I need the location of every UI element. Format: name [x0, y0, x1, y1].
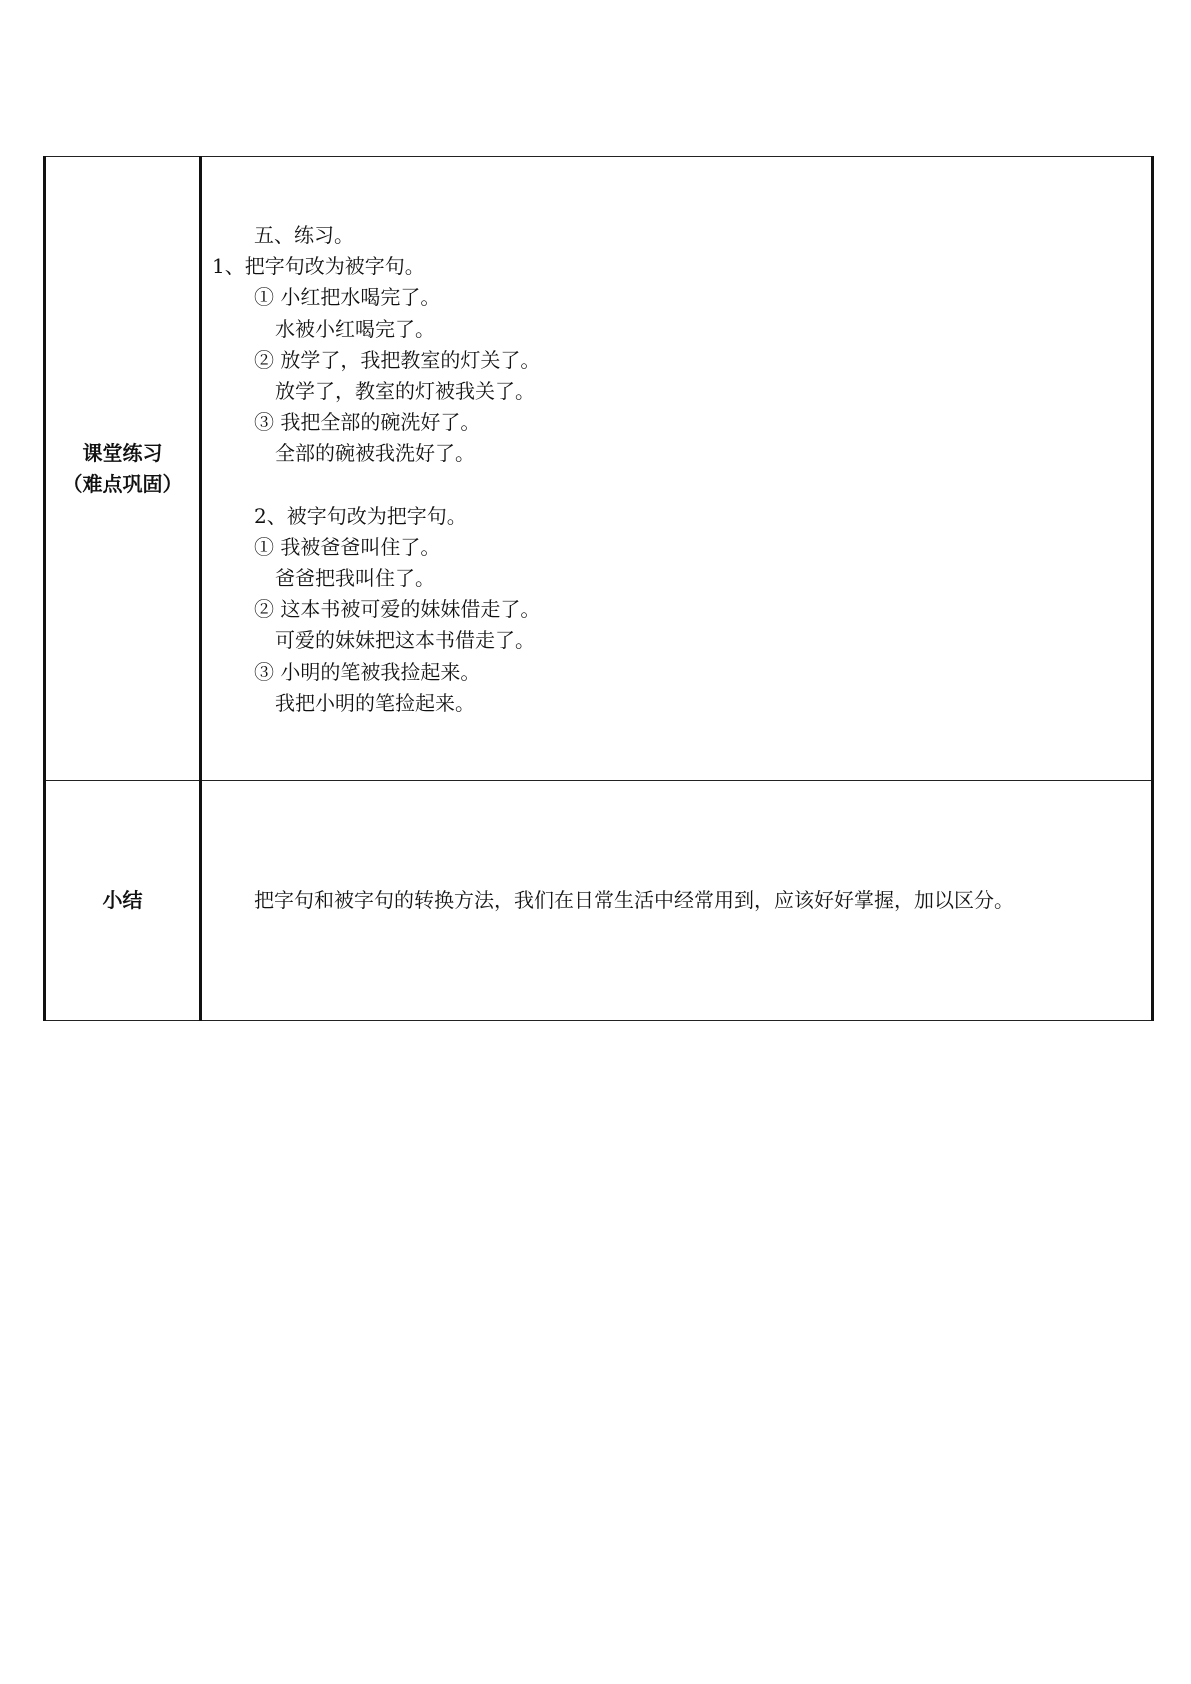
part2-answer-1: 爸爸把我叫住了。: [275, 566, 435, 591]
part1-answer-1: 水被小红喝完了。: [275, 316, 435, 341]
part2-question-2: ② 这本书被可爱的妹妹借走了。: [254, 597, 541, 622]
part1-heading: 1、把字句改为被字句。: [212, 254, 425, 279]
part2-question-1: ① 我被爸爸叫住了。: [254, 534, 441, 559]
section-title: 五、练习。: [254, 223, 354, 247]
summary-text: 把字句和被字句的转换方法，我们在日常生活中经常用到，应该好好掌握，加以区分。: [254, 888, 1014, 912]
practice-content: [202, 160, 1151, 777]
summary-content-cell: [201, 781, 1153, 1021]
part1-question-2: ② 放学了，我把教室的灯关了。: [254, 347, 541, 372]
practice-label-cell: [45, 157, 201, 781]
practice-label-subtitle: （难点巩固）: [62, 471, 183, 496]
part1-answer-2: 放学了，教室的灯被我关了。: [275, 378, 535, 403]
summary-row: [45, 781, 1153, 1021]
spacer: [202, 470, 1151, 501]
part1-answer-3: 全部的碗被我洗好了。: [275, 441, 475, 466]
part1-question-3: ③ 我把全部的碗洗好了。: [254, 410, 481, 435]
part2-answer-3: 我把小明的笔捡起来。: [275, 690, 475, 715]
part2-question-3: ③ 小明的笔被我捡起来。: [254, 659, 481, 684]
practice-label-title: 课堂练习: [82, 440, 163, 465]
lesson-table: [43, 156, 1154, 1021]
part1-question-1: ① 小红把水喝完了。: [254, 285, 441, 310]
summary-label: 小结: [102, 888, 143, 912]
summary-label-cell: [45, 781, 201, 1021]
practice-content-cell: [201, 157, 1153, 781]
part2-heading: 2、被字句改为把字句。: [254, 503, 467, 528]
practice-row: [45, 157, 1153, 781]
part2-answer-2: 可爱的妹妹把这本书借走了。: [275, 628, 535, 653]
